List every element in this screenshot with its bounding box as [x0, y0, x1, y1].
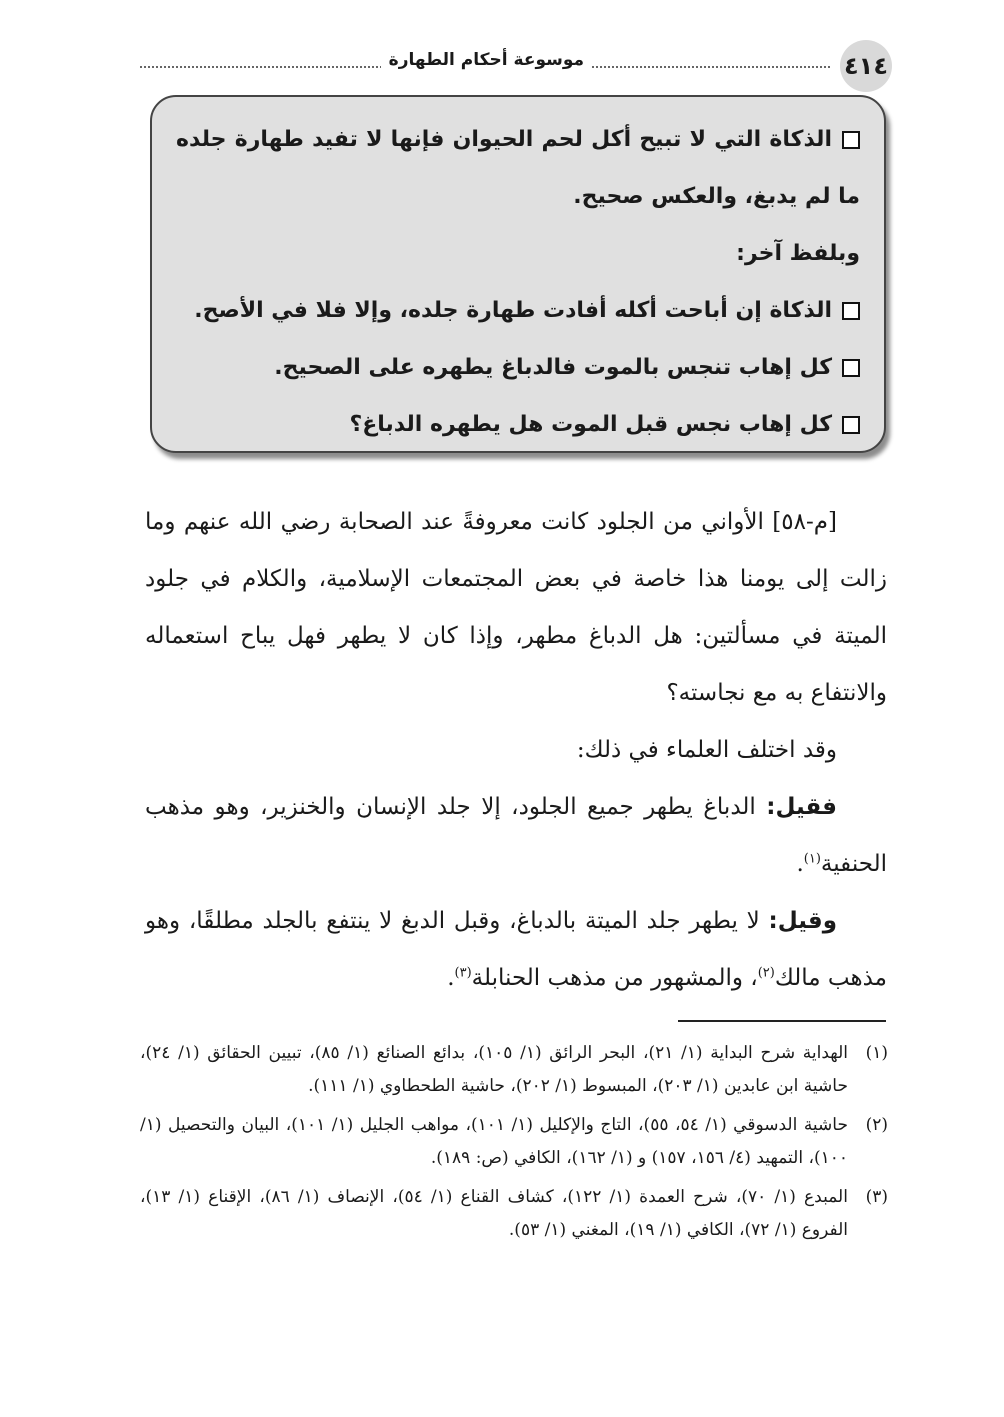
footnote-text: حاشية الدسوقي (١/ ٥٤، ٥٥)، التاج والإكليل (١/ ١٠١)، مواهب الجليل (١/ ١٠١)، البيان والتحصيل (١/ ١٠٠)، التمهيد (٤/ ١٥٦، ١٥٧) و (١/ ١٦٢)، الكافي (ص: ١٨٩).: [140, 1115, 848, 1168]
paragraph: [م-٥٨] الأواني من الجلود كانت معروفةً عند الصحابة رضي الله عنهم وما زالت إلى يومنا هذا خاصة في بعض المجتمعات الإسلامية، والكلام في جلود الميتة في مسألتين: هل الدباغ مطهر، وإذا كان لا يطهر فهل يباح استعماله والانتفاع به مع نجاسته؟: [145, 509, 887, 706]
rule-item: [176, 225, 860, 282]
rule-text: كل إهاب تنجس بالموت فالدباغ يطهره على الصحيح.: [274, 355, 832, 380]
rule-text: كل إهاب نجس قبل الموت هل يطهره الدباغ؟: [349, 412, 832, 437]
footnote-text: الهداية شرح البداية (١/ ٢١)، البحر الرائق (١/ ١٠٥)، بدائع الصنائع (١/ ٨٥)، تبيين الحقائق (١/ ٢٤)، حاشية ابن عابدين (١/ ٢٠٣)، المبسوط (١/ ٢٠٢)، حاشية الطحطاوي (١/ ١١١).: [140, 1043, 848, 1096]
paragraph-text: ، والمشهور من مذهب الحنابلة: [471, 965, 758, 991]
footnote-number: (٢): [865, 1115, 888, 1135]
rule-text: الذكاة إن أباحت أكله أفادت طهارة جلده، وإلا فلا في الأصح.: [194, 298, 832, 323]
rules-box: [150, 95, 886, 453]
footnote-number: (٣): [865, 1187, 888, 1207]
rule-item: [176, 111, 860, 225]
opinion-lead: فقيل:: [766, 794, 837, 820]
book-title: موسوعة أحكام الطهارة: [381, 50, 592, 70]
rule-item: [176, 339, 860, 396]
footnote-ref[interactable]: (٢): [757, 965, 775, 981]
footnote-ref[interactable]: (٣): [454, 965, 472, 981]
footnote-ref[interactable]: (١): [803, 851, 821, 867]
body-text: [145, 494, 887, 1007]
rule-item: [176, 396, 860, 453]
footnote-text: المبدع (١/ ٧٠)، شرح العمدة (١/ ١٢٢)، كشاف القناع (١/ ٥٤)، الإنصاف (١/ ٨٦)، الإقناع (١/ ١٣)، الفروع (١/ ٧٢)، الكافي (١/ ١٩)، المغني (١/ ٥٣).: [140, 1187, 848, 1240]
running-header: [140, 40, 892, 90]
footnote: [140, 1181, 888, 1247]
paragraph: [145, 779, 887, 893]
checkbox-icon: [842, 359, 860, 377]
checkbox-icon: [842, 131, 860, 149]
paragraph-end: .: [796, 851, 804, 877]
footnote: [140, 1037, 888, 1103]
paragraph-text: الدباغ يطهر جميع الجلود، إلا جلد الإنسان والخنزير، وهو مذهب الحنفية: [145, 794, 887, 877]
footnote-separator: [678, 1020, 886, 1022]
rule-text: وبلفظ آخر:: [736, 241, 860, 266]
footnote-number: (١): [865, 1043, 888, 1063]
paragraph-text: لا يطهر جلد الميتة بالدباغ، وقبل الدبغ لا ينتفع بالجلد مطلقًا، وهو مذهب مالك: [145, 908, 887, 991]
rule-text: الذكاة التي لا تبيح أكل لحم الحيوان فإنها لا تفيد طهارة جلده ما لم يدبغ، والعكس صحيح.: [176, 127, 860, 209]
checkbox-icon: [842, 302, 860, 320]
checkbox-icon: [842, 416, 860, 434]
rule-item: [176, 282, 860, 339]
opinion-lead: وقيل:: [768, 908, 837, 934]
paragraph-end: .: [447, 965, 455, 991]
page-number: ٤١٤: [840, 40, 892, 92]
paragraph: وقد اختلف العلماء في ذلك:: [576, 737, 837, 763]
footnote: [140, 1109, 888, 1175]
paragraph: [145, 893, 887, 1007]
footnotes: [140, 1037, 888, 1253]
